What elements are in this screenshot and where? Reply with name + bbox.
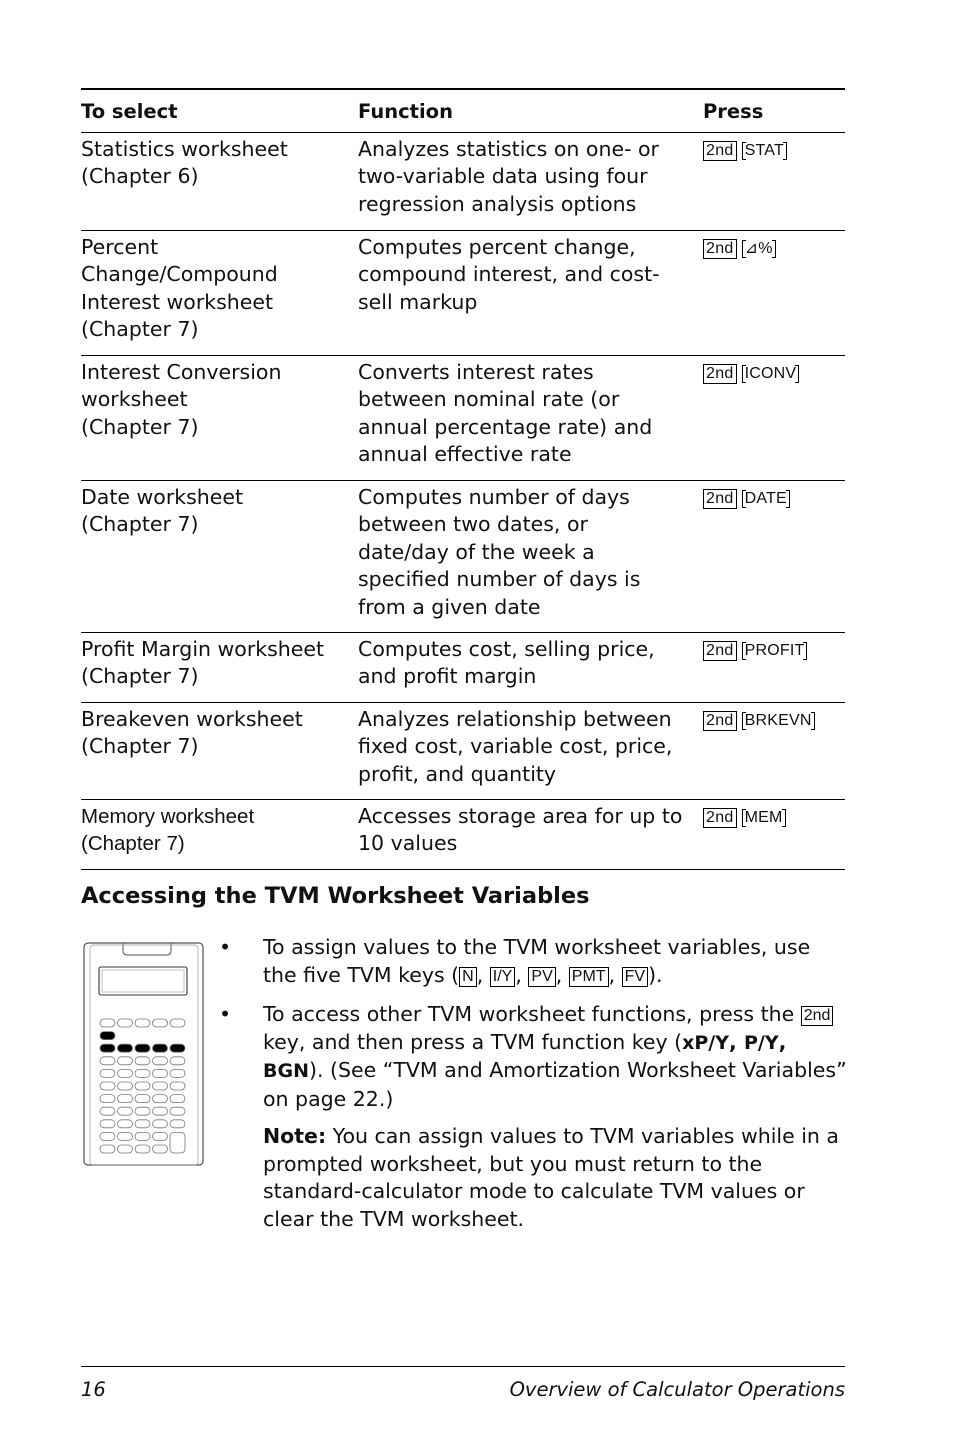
- row-function: Analyzes statistics on one- or two-variable data using four regression analysis options: [358, 137, 659, 216]
- calculator-key-icon: [153, 1069, 168, 1077]
- key-sequence: [703, 133, 787, 161]
- calculator-key-icon: [170, 1082, 185, 1090]
- table-row: [81, 633, 845, 703]
- iy-key: I/Y: [490, 967, 516, 987]
- calculator-key-icon: [170, 1132, 185, 1153]
- calculator-key-icon: [100, 1132, 115, 1140]
- calculator-key-icon: [100, 1107, 115, 1115]
- calculator-key-icon: [100, 1044, 115, 1052]
- pv-key: PV: [528, 967, 555, 987]
- header-press: Press: [703, 99, 764, 123]
- function-key: PROFIT: [742, 642, 808, 660]
- separator: ,: [778, 1029, 787, 1054]
- calculator-key-icon: [100, 1069, 115, 1077]
- second-key: 2nd: [801, 1006, 834, 1026]
- calculator-key-icon: [170, 1044, 185, 1052]
- row-select: Profit Margin worksheet (Chapter 7): [81, 637, 325, 689]
- tvm-bullet-list: [219, 934, 849, 1125]
- chapter-title: Overview of Calculator Operations: [509, 1378, 845, 1401]
- xpy-label: xP/Y: [682, 1031, 730, 1054]
- table-row: [81, 356, 845, 481]
- n-key: N: [459, 967, 477, 987]
- calculator-icon: [83, 941, 205, 1169]
- bullet-text-part: To access other TVM worksheet functions, press the: [263, 1002, 801, 1026]
- row-function: Computes percent change, compound interest, and cost- sell markup: [358, 235, 660, 314]
- calculator-key-icon: [135, 1107, 150, 1115]
- row-select: Memory worksheet (Chapter 7): [81, 805, 255, 856]
- calculator-key-icon: [135, 1095, 150, 1103]
- calculator-key-icon: [170, 1019, 185, 1027]
- table-row: [81, 231, 845, 356]
- calculator-key-icon: [100, 1057, 115, 1065]
- second-key: 2nd: [703, 239, 737, 259]
- calculator-key-icon: [170, 1107, 185, 1115]
- bgn-label: BGN: [263, 1060, 309, 1082]
- list-item: [219, 1001, 849, 1113]
- function-key: BRKEVN: [742, 712, 815, 730]
- second-key: 2nd: [703, 141, 737, 161]
- calculator-key-icon: [100, 1082, 115, 1090]
- calculator-key-icon: [118, 1132, 133, 1140]
- bullet-text-part: key, and then press a TVM function key (: [263, 1029, 683, 1054]
- row-function: Converts interest rates between nominal rate (or annual percentage rate) and annual effective rate: [358, 360, 653, 467]
- key-sequence: [703, 800, 786, 828]
- row-select: Statistics worksheet (Chapter 6): [81, 137, 288, 189]
- row-select: Interest Conversion worksheet (Chapter 7): [81, 360, 282, 439]
- calculator-key-icon: [135, 1132, 150, 1140]
- table-row: [81, 481, 845, 633]
- calculator-key-icon: [100, 1095, 115, 1103]
- calculator-key-icon: [118, 1069, 133, 1077]
- calculator-key-icon: [118, 1057, 133, 1065]
- calculator-key-icon: [118, 1120, 133, 1128]
- separator: ,: [608, 962, 622, 987]
- bullet-text-part: ). (See “TVM and Amortization Worksheet Variables” on page 22.): [263, 1058, 847, 1111]
- key-sequence: [703, 633, 807, 661]
- calculator-key-icon: [170, 1069, 185, 1077]
- calculator-key-icon: [153, 1120, 168, 1128]
- calculator-key-icon: [135, 1057, 150, 1065]
- calculator-key-icon: [100, 1019, 115, 1027]
- table-row: [81, 703, 845, 800]
- calculator-key-icon: [135, 1082, 150, 1090]
- function-key: ⊿%: [742, 240, 776, 258]
- bullet-dot: •: [219, 1002, 232, 1026]
- separator: ,: [515, 962, 529, 987]
- calculator-key-icon: [153, 1107, 168, 1115]
- calculator-key-icon: [153, 1095, 168, 1103]
- footer-divider: [81, 1366, 845, 1367]
- function-key: ICONV: [742, 365, 800, 383]
- calculator-key-icon: [170, 1120, 185, 1128]
- calculator-key-icon: [153, 1082, 168, 1090]
- calculator-key-icon: [118, 1044, 133, 1052]
- header-to-select: To select: [81, 99, 178, 123]
- section-title: Accessing the TVM Worksheet Variables: [81, 883, 590, 909]
- calculator-key-icon: [135, 1069, 150, 1077]
- row-select: Breakeven worksheet (Chapter 7): [81, 707, 303, 759]
- row-function: Accesses storage area for up to 10 values: [358, 804, 683, 856]
- row-select: Date worksheet (Chapter 7): [81, 485, 244, 537]
- calculator-key-icon: [100, 1120, 115, 1128]
- table-header: [81, 90, 845, 133]
- calculator-key-icon: [118, 1082, 133, 1090]
- calculator-key-icon: [135, 1044, 150, 1052]
- py-label: P/Y: [743, 1031, 779, 1054]
- bullet-text: [263, 1001, 849, 1113]
- separator: ,: [476, 962, 490, 987]
- separator: ,: [555, 962, 569, 987]
- calculator-key-icon: [100, 1145, 115, 1153]
- calculator-key-icon: [153, 1132, 168, 1140]
- second-key: 2nd: [703, 711, 737, 731]
- second-key: 2nd: [703, 808, 737, 828]
- function-key: MEM: [742, 809, 786, 827]
- calculator-key-icon: [153, 1145, 168, 1153]
- calculator-key-icon: [135, 1120, 150, 1128]
- function-key: STAT: [742, 142, 787, 160]
- key-sequence: [703, 703, 815, 731]
- calculator-key-icon: [100, 1032, 115, 1040]
- page-number: 16: [81, 1378, 106, 1401]
- row-function: Computes cost, selling price, and profit margin: [358, 637, 655, 689]
- second-key: 2nd: [703, 641, 737, 661]
- bullet-text-part: To assign values to the TVM worksheet variables, use the five TVM keys (: [263, 935, 811, 987]
- row-select: Percent Change/Compound Interest worksheet (Chapter 7): [81, 235, 278, 342]
- fv-key: FV: [622, 967, 648, 987]
- worksheet-table: [81, 88, 845, 870]
- calculator-key-icon: [153, 1057, 168, 1065]
- second-key: 2nd: [703, 364, 737, 384]
- calculator-key-icon: [170, 1057, 185, 1065]
- calculator-key-icon: [135, 1019, 150, 1027]
- calculator-key-icon: [153, 1044, 168, 1052]
- calculator-key-icon: [118, 1095, 133, 1103]
- calculator-key-icon: [118, 1019, 133, 1027]
- key-sequence: [703, 356, 799, 384]
- calculator-key-icon: [118, 1145, 133, 1153]
- bullet-text-end: ).: [648, 962, 663, 987]
- note-text: You can assign values to TVM variables while in a prompted worksheet, but you must return to the standard-calculator mode to calculate TVM values or clear the TVM worksheet.: [263, 1124, 839, 1231]
- list-item: [219, 934, 849, 989]
- second-key: 2nd: [703, 489, 737, 509]
- calculator-key-icon: [170, 1095, 185, 1103]
- row-function: Analyzes relationship between fixed cost, variable cost, price, profit, and quantity: [358, 707, 673, 786]
- key-sequence: [703, 481, 790, 509]
- bullet-dot: •: [219, 935, 232, 959]
- pmt-key: PMT: [569, 967, 609, 987]
- calculator-key-icon: [118, 1107, 133, 1115]
- bullet-text: [263, 934, 849, 989]
- table-row: [81, 133, 845, 231]
- table-row: [81, 800, 845, 870]
- key-sequence: [703, 231, 776, 259]
- row-function: Computes number of days between two dates, or date/day of the week a specified number of days is from a given date: [358, 485, 641, 619]
- separator: ,: [729, 1029, 744, 1054]
- note-label: Note:: [263, 1124, 327, 1148]
- function-key: DATE: [742, 490, 790, 508]
- calculator-key-icon: [135, 1145, 150, 1153]
- note-paragraph: [263, 1123, 848, 1233]
- header-function: Function: [358, 99, 453, 123]
- calculator-key-icon: [153, 1019, 168, 1027]
